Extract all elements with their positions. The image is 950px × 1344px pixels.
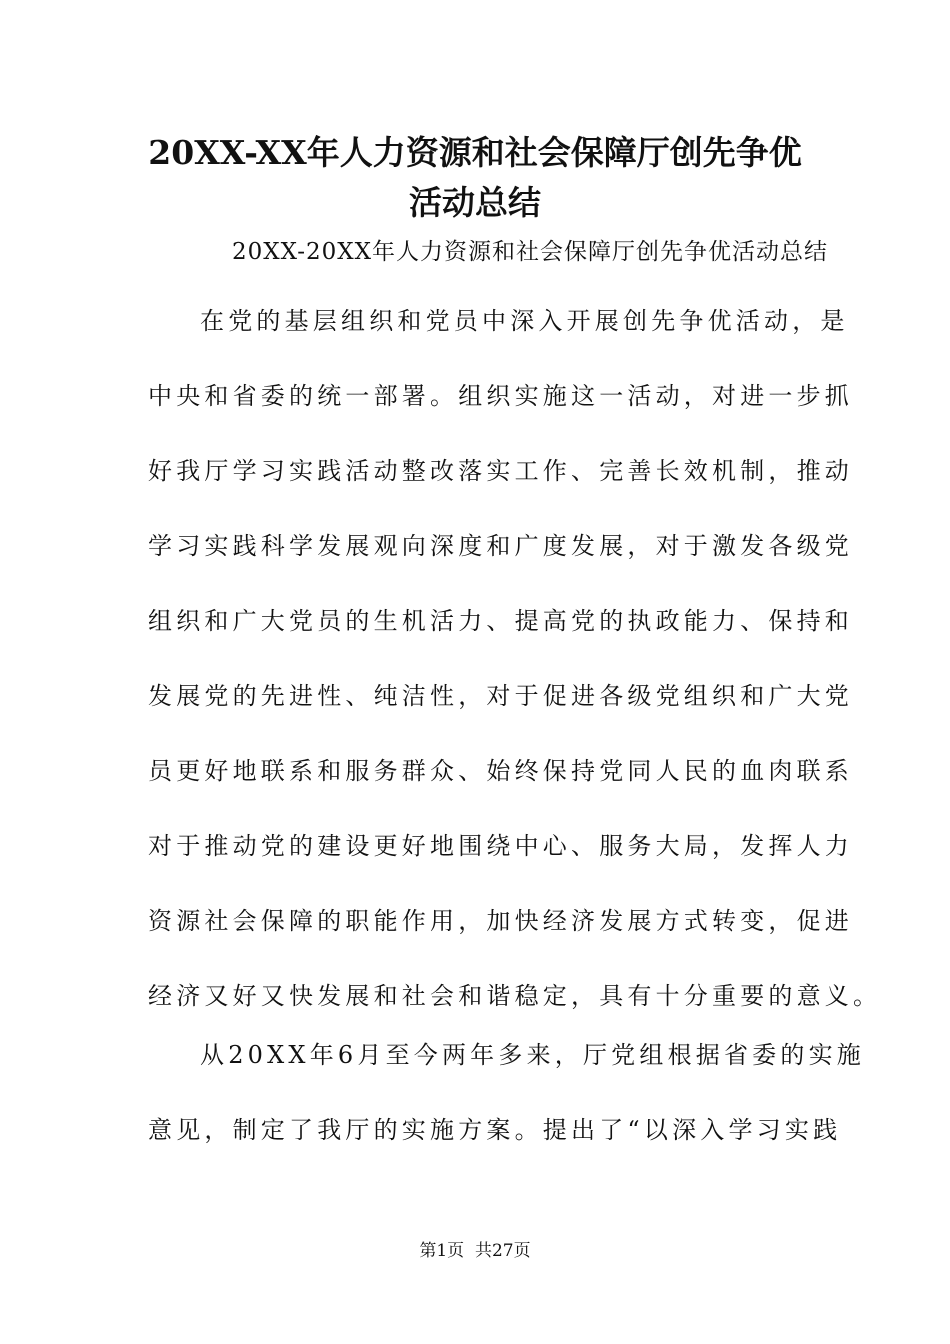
paragraph-1 — [148, 284, 882, 1034]
paragraph-line: 经济又好又快发展和社会和谐稳定，具有十分重要的意义。 — [148, 982, 882, 1010]
paragraph-line: 从20XX年6月至今两年多来，厅党组根据省委的实施 — [200, 1041, 865, 1069]
title-line-1: 20XX-XX年人力资源和社会保障厅创先争优 — [148, 133, 802, 172]
paragraph-line: 组织和广大党员的生机活力、提高党的执政能力、保持和 — [148, 607, 853, 635]
paragraph-line: 学习实践科学发展观向深度和广度发展，对于激发各级党 — [148, 532, 853, 560]
paragraph-line: 好我厅学习实践活动整改落实工作、完善长效机制，推动 — [148, 457, 853, 485]
paragraph-line: 对于推动党的建设更好地围绕中心、服务大局，发挥人力 — [148, 832, 853, 860]
document-subtitle: 20XX-20XX年人力资源和社会保障厅创先争优活动总结 — [232, 239, 828, 265]
paragraph-2 — [148, 1018, 865, 1168]
paragraph-line: 发展党的先进性、纯洁性，对于促进各级党组织和广大党 — [148, 682, 853, 710]
document-title — [100, 128, 850, 228]
page-footer — [0, 1239, 950, 1263]
paragraph-line: 资源社会保障的职能作用，加快经济发展方式转变，促进 — [148, 907, 853, 935]
paragraph-line: 员更好地联系和服务群众、始终保持党同人民的血肉联系 — [148, 757, 853, 785]
paragraph-line: 在党的基层组织和党员中深入开展创先争优活动，是 — [200, 307, 849, 335]
paragraph-line: 中央和省委的统一部署。组织实施这一活动，对进一步抓 — [148, 382, 853, 410]
paragraph-line: 意见，制定了我厅的实施方案。提出了“以深入学习实践 — [148, 1116, 842, 1144]
title-line-2: 活动总结 — [409, 183, 541, 222]
page-number-label: 第1页 共27页 — [419, 1241, 531, 1261]
